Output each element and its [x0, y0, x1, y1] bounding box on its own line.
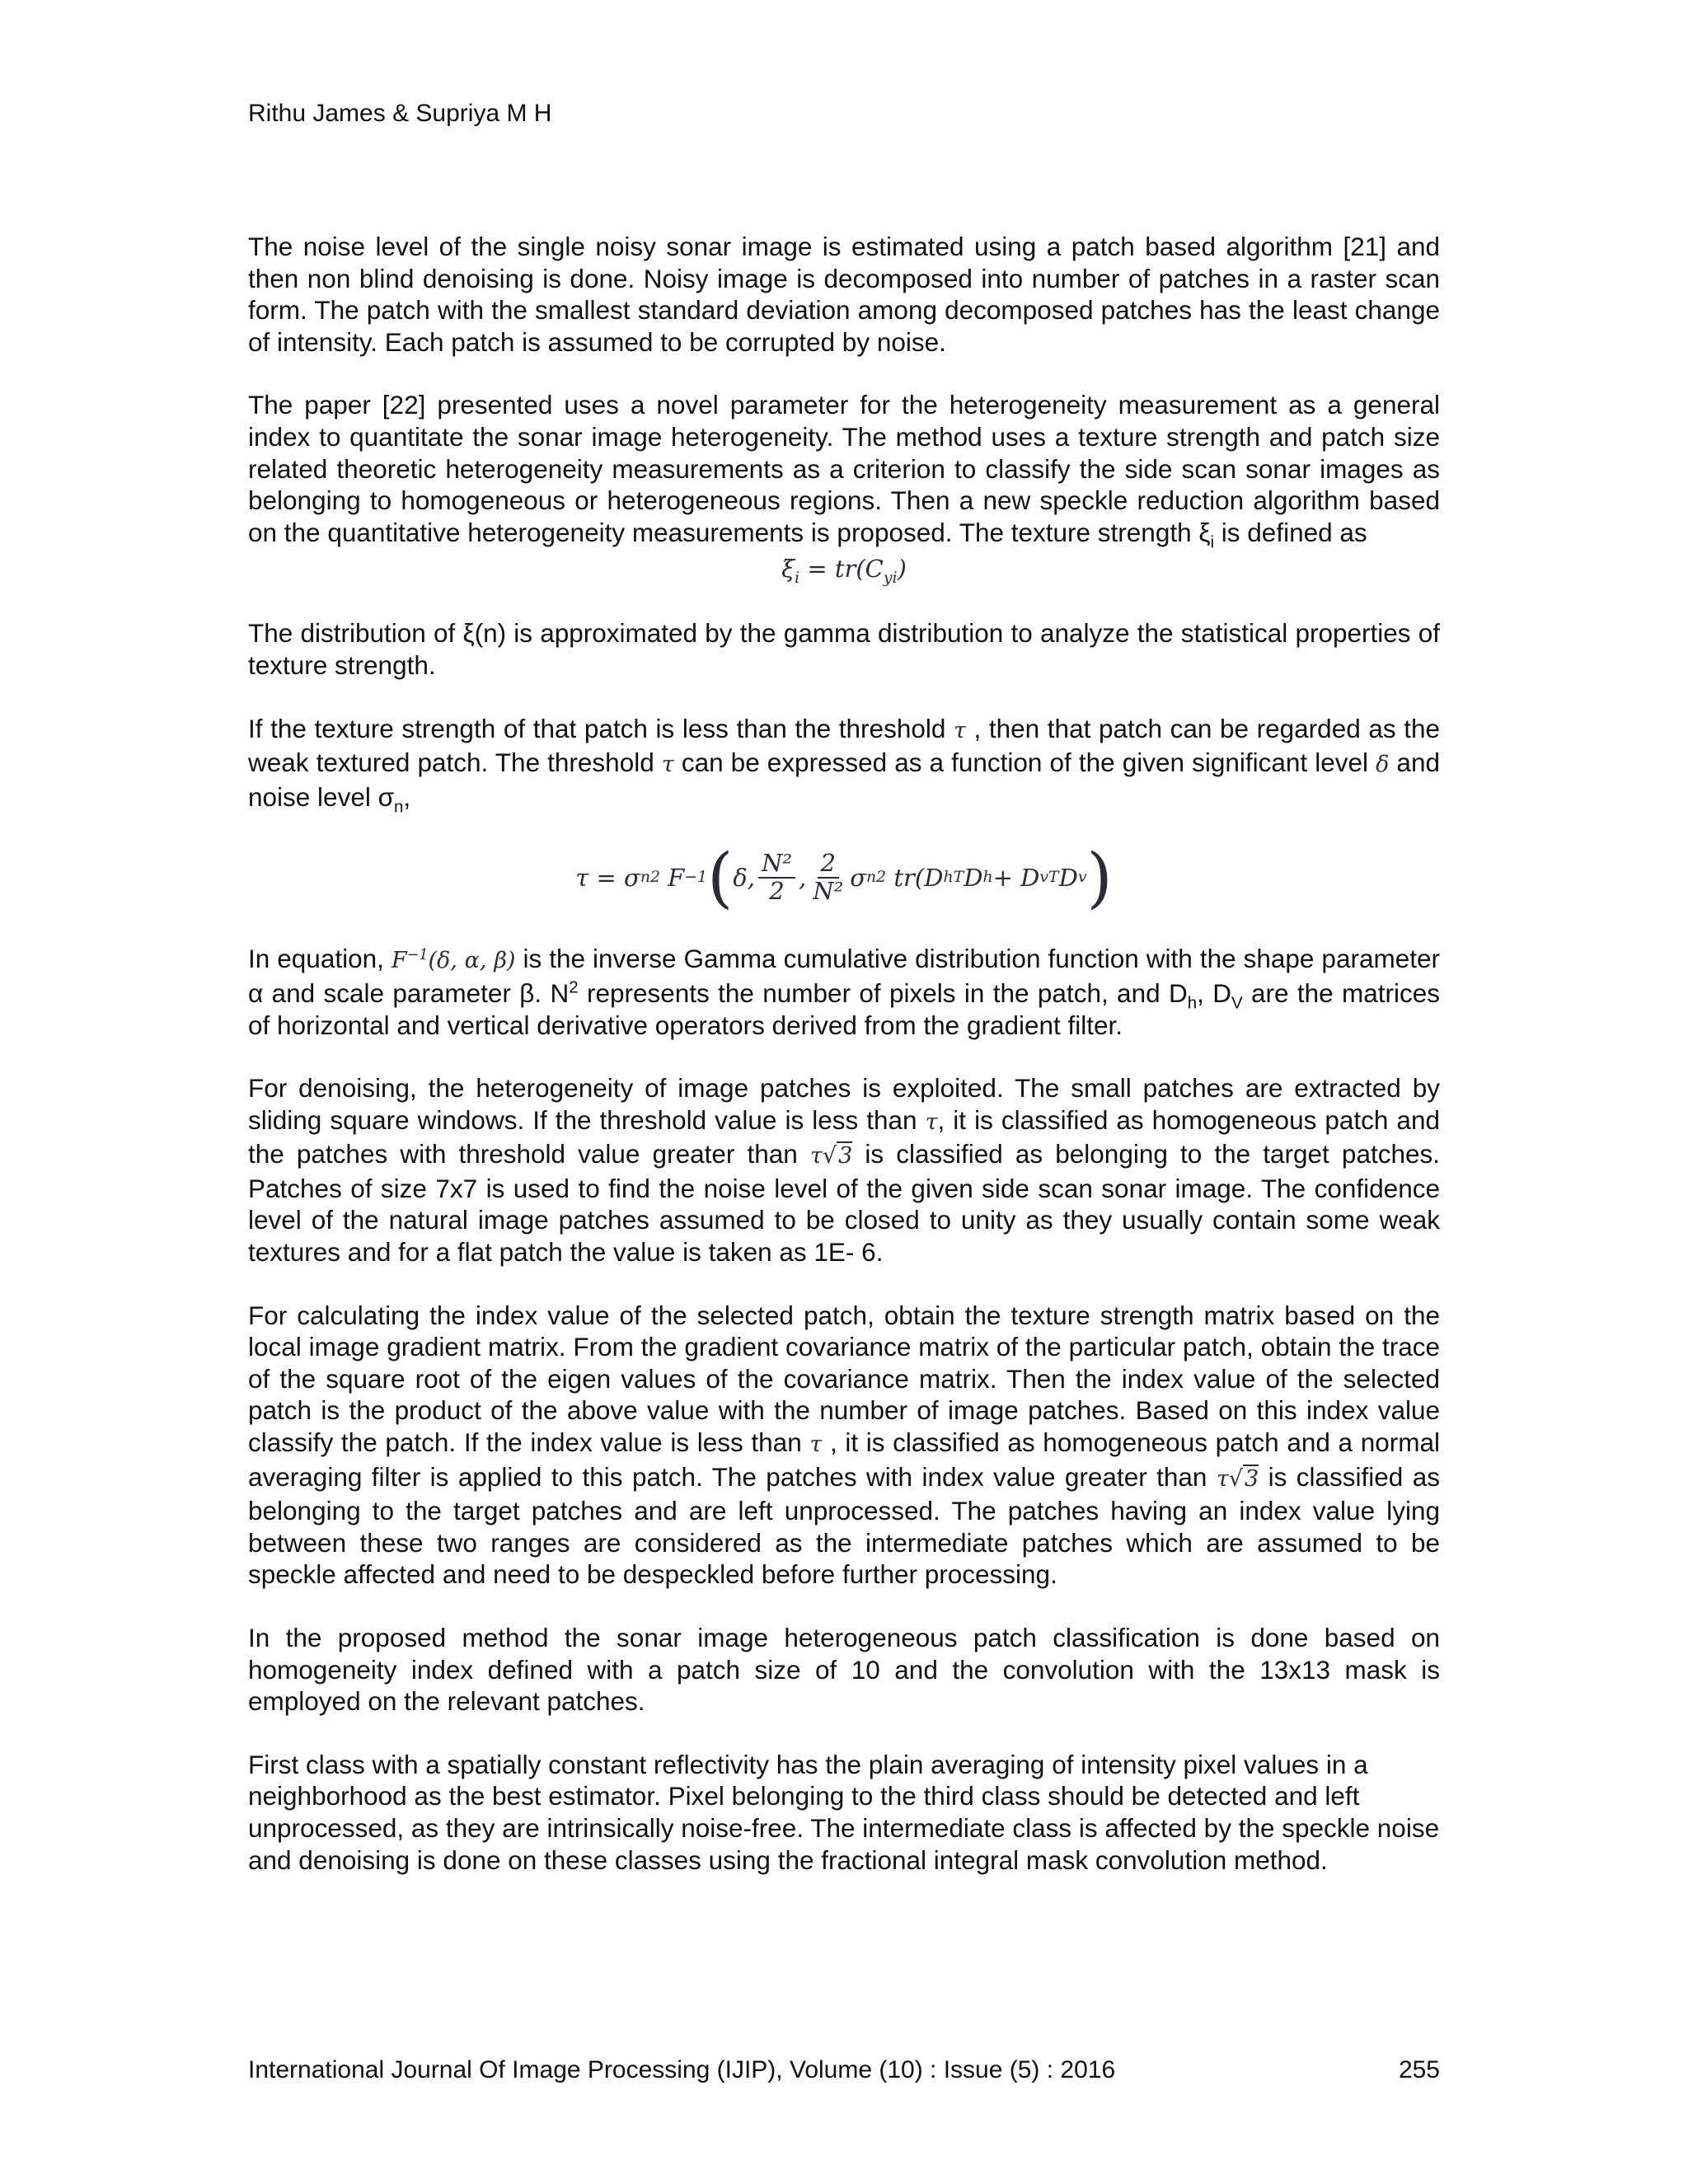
p4-e: , [403, 781, 411, 812]
eq2-tr: tr(D [893, 864, 944, 893]
tau-symbol: τ [953, 717, 966, 743]
paragraph-2 [248, 389, 1440, 552]
p7-a: For calculating the index value of the selected patch, obtain the texture strength matrix based on the local image gradient matrix. From the gradient covariance matrix of the particular patch, obtain the trace of the square root of the eigen values of the covariance matrix. Then the index value of the selected patch is the product of the above value with the number of image patches. Based on this index value classify the patch. If the index value is less than [248, 1300, 1440, 1458]
frac2-num: 2 [818, 851, 839, 879]
equation-threshold: τ = σ n 2 F −1 ( δ, $\frac{\text{N²}}{2}$ , $\frac{2}{\text{N²}}$ σ n 2 tr(D h T D h + D v T D v ) [575, 839, 1113, 916]
paragraph-1: The noise level of the single noisy sonar image is estimated using a patch based algorithm [21] and then non blind denoising is done. Noisy image is decomposed into number of patches in a raster scan form. The patch with the smallest standard deviation among decomposed patches has the least change of intensity. Each patch is assumed to be corrupted by noise. [248, 232, 1440, 357]
p5-args: (δ, α, β) [428, 948, 516, 974]
tau-symbol: τ [1216, 1465, 1229, 1492]
eq2-delta: δ, [733, 864, 755, 893]
eq2-plus: + D [992, 864, 1040, 893]
tau-sqrt3: τ√3 [809, 1143, 853, 1169]
p5-F-sup: −1 [406, 947, 429, 964]
inverse-gamma-function [392, 948, 516, 973]
paragraph-8: In the proposed method the sonar image heterogeneous patch classification is done based on homogeneity index defined with a patch size of 10 and the convolution with the 13x13 mask is employed on the relevant patches. [248, 1623, 1440, 1717]
paragraph-9: First class with a spatially constant reflectivity has the plain averaging of intensity pixel values in a neighborhood as the best estimator. Pixel belonging to the third class should be detected and left unprocessed, as they are intrinsically noise-free. The intermediate class is affected by the speckle noise and denoising is done on these classes using the fractional integral mask convolution method. [248, 1749, 1440, 1875]
paragraph-6 [248, 1072, 1440, 1268]
eq2-sigma: σ [850, 864, 867, 893]
frac1-den: 2 [769, 877, 785, 906]
eq1-sub2: yi [883, 569, 898, 588]
p4-a: If the texture strength of that patch is less than the threshold [248, 713, 954, 743]
paragraph-7 [248, 1300, 1440, 1591]
eq2-F: F [668, 864, 685, 893]
p5-d: , D [1197, 977, 1231, 1008]
p7-c: is classified as belonging to the target patches and are left unprocessed. The patches having an index value lying between these two ranges are considered as the intermediate patches which are assumed to be speckle affected and need to be despeckled before further processing. [248, 1461, 1440, 1590]
sqrt-3: 3 [838, 1143, 853, 1169]
eq1-close: ) [897, 555, 907, 583]
tau-symbol: τ [661, 752, 674, 778]
eq1-rhs: = tr(C [799, 555, 884, 583]
p6-a: For denoising, the heterogeneity of image patches is exploited. The small patches are extracted by sliding square windows. If the threshold value is less than [248, 1073, 1440, 1135]
D-subscript-v: V [1231, 993, 1243, 1013]
sqrt-3: 3 [1245, 1465, 1259, 1492]
eq2-close-paren: ) [1086, 839, 1113, 916]
eq2-Dh: D [964, 864, 983, 893]
p4-b: , then that patch can be regarded as the weak textured patch. The threshold [248, 713, 1440, 778]
eq1-lhs: ξ [781, 555, 795, 583]
equation-texture-strength [248, 553, 1440, 617]
page-number: 255 [1398, 2056, 1440, 2083]
paragraph-4 [248, 713, 1440, 817]
eq2-frac-2 [809, 851, 846, 905]
tau-sqrt3: τ√3 [1216, 1465, 1259, 1492]
p4-d: and noise level σ [248, 748, 1440, 812]
page-footer [248, 2055, 1440, 2085]
eq1-sub: i [795, 569, 800, 588]
N-superscript: 2 [569, 977, 579, 997]
tau-symbol: τ [809, 1432, 823, 1458]
p5-c: represents the number of pixels in the patch, and D [578, 977, 1188, 1008]
paragraph-5 [248, 943, 1440, 1041]
p4-c: can be expressed as a function of the given significant level [673, 748, 1376, 778]
eq2-lhs: τ = σ [575, 864, 640, 893]
journal-citation: International Journal Of Image Processing (IJIP), Volume (10) : Issue (5) : 2016 [248, 2056, 1116, 2083]
eq2-frac-1 [758, 851, 795, 905]
sigma-subscript: n [394, 797, 404, 817]
p5-a: In equation, [248, 944, 392, 974]
p5-F: F [391, 948, 407, 974]
D-subscript-h: h [1187, 993, 1198, 1013]
p5-b: is the inverse Gamma cumulative distribution function with the shape parameter α and scale parameter β. N [248, 944, 1440, 1008]
xi-subscript: i [1210, 532, 1215, 552]
eq2-open-paren: ( [707, 839, 734, 916]
paragraph-2-text: The paper [22] presented uses a novel parameter for the heterogeneity measurement as a general index to quantitate the sonar image heterogeneity. The method uses a texture strength and patch size related theoretic heterogeneity measurements as a criterion to classify the side scan sonar images as belonging to homogeneous or heterogeneous regions. Then a new speckle reduction algorithm based on the quantitative heterogeneity measurements is proposed. The texture strength ξ [248, 390, 1440, 547]
paragraph-3: The distribution of ξ(n) is approximated by the gamma distribution to analyze the statistical properties of texture strength. [248, 618, 1440, 680]
delta-symbol: δ [1376, 752, 1390, 778]
paragraph-2-end: is defined as [1214, 517, 1367, 547]
body-text [248, 231, 1440, 1876]
tau-symbol: τ [925, 1108, 938, 1135]
tau-symbol: τ [809, 1143, 823, 1169]
eq2-Dv: D [1058, 864, 1078, 893]
p6-b: , it is classified as homogeneous patch and the patches with threshold value greater than [248, 1104, 1440, 1169]
p7-b: , it is classified as homogeneous patch and a normal averaging filter is applied to this patch. The patches with index value greater than [248, 1427, 1440, 1492]
p6-c: is classified as belonging to the target patches. Patches of size 7x7 is used to find the noise level of the given side scan sonar image. The confidence level of the natural image patches assumed to be closed to unity as they usually contain some weak textures and for a flat patch the value is taken as 1E- 6. [248, 1139, 1440, 1268]
frac2-den: N² [813, 877, 844, 906]
p5-e: are the matrices of horizontal and vertical derivative operators derived from the gradient filter. [248, 977, 1440, 1040]
frac1-num: N² [758, 851, 795, 879]
running-head: Rithu James & Supriya M H [248, 100, 552, 127]
